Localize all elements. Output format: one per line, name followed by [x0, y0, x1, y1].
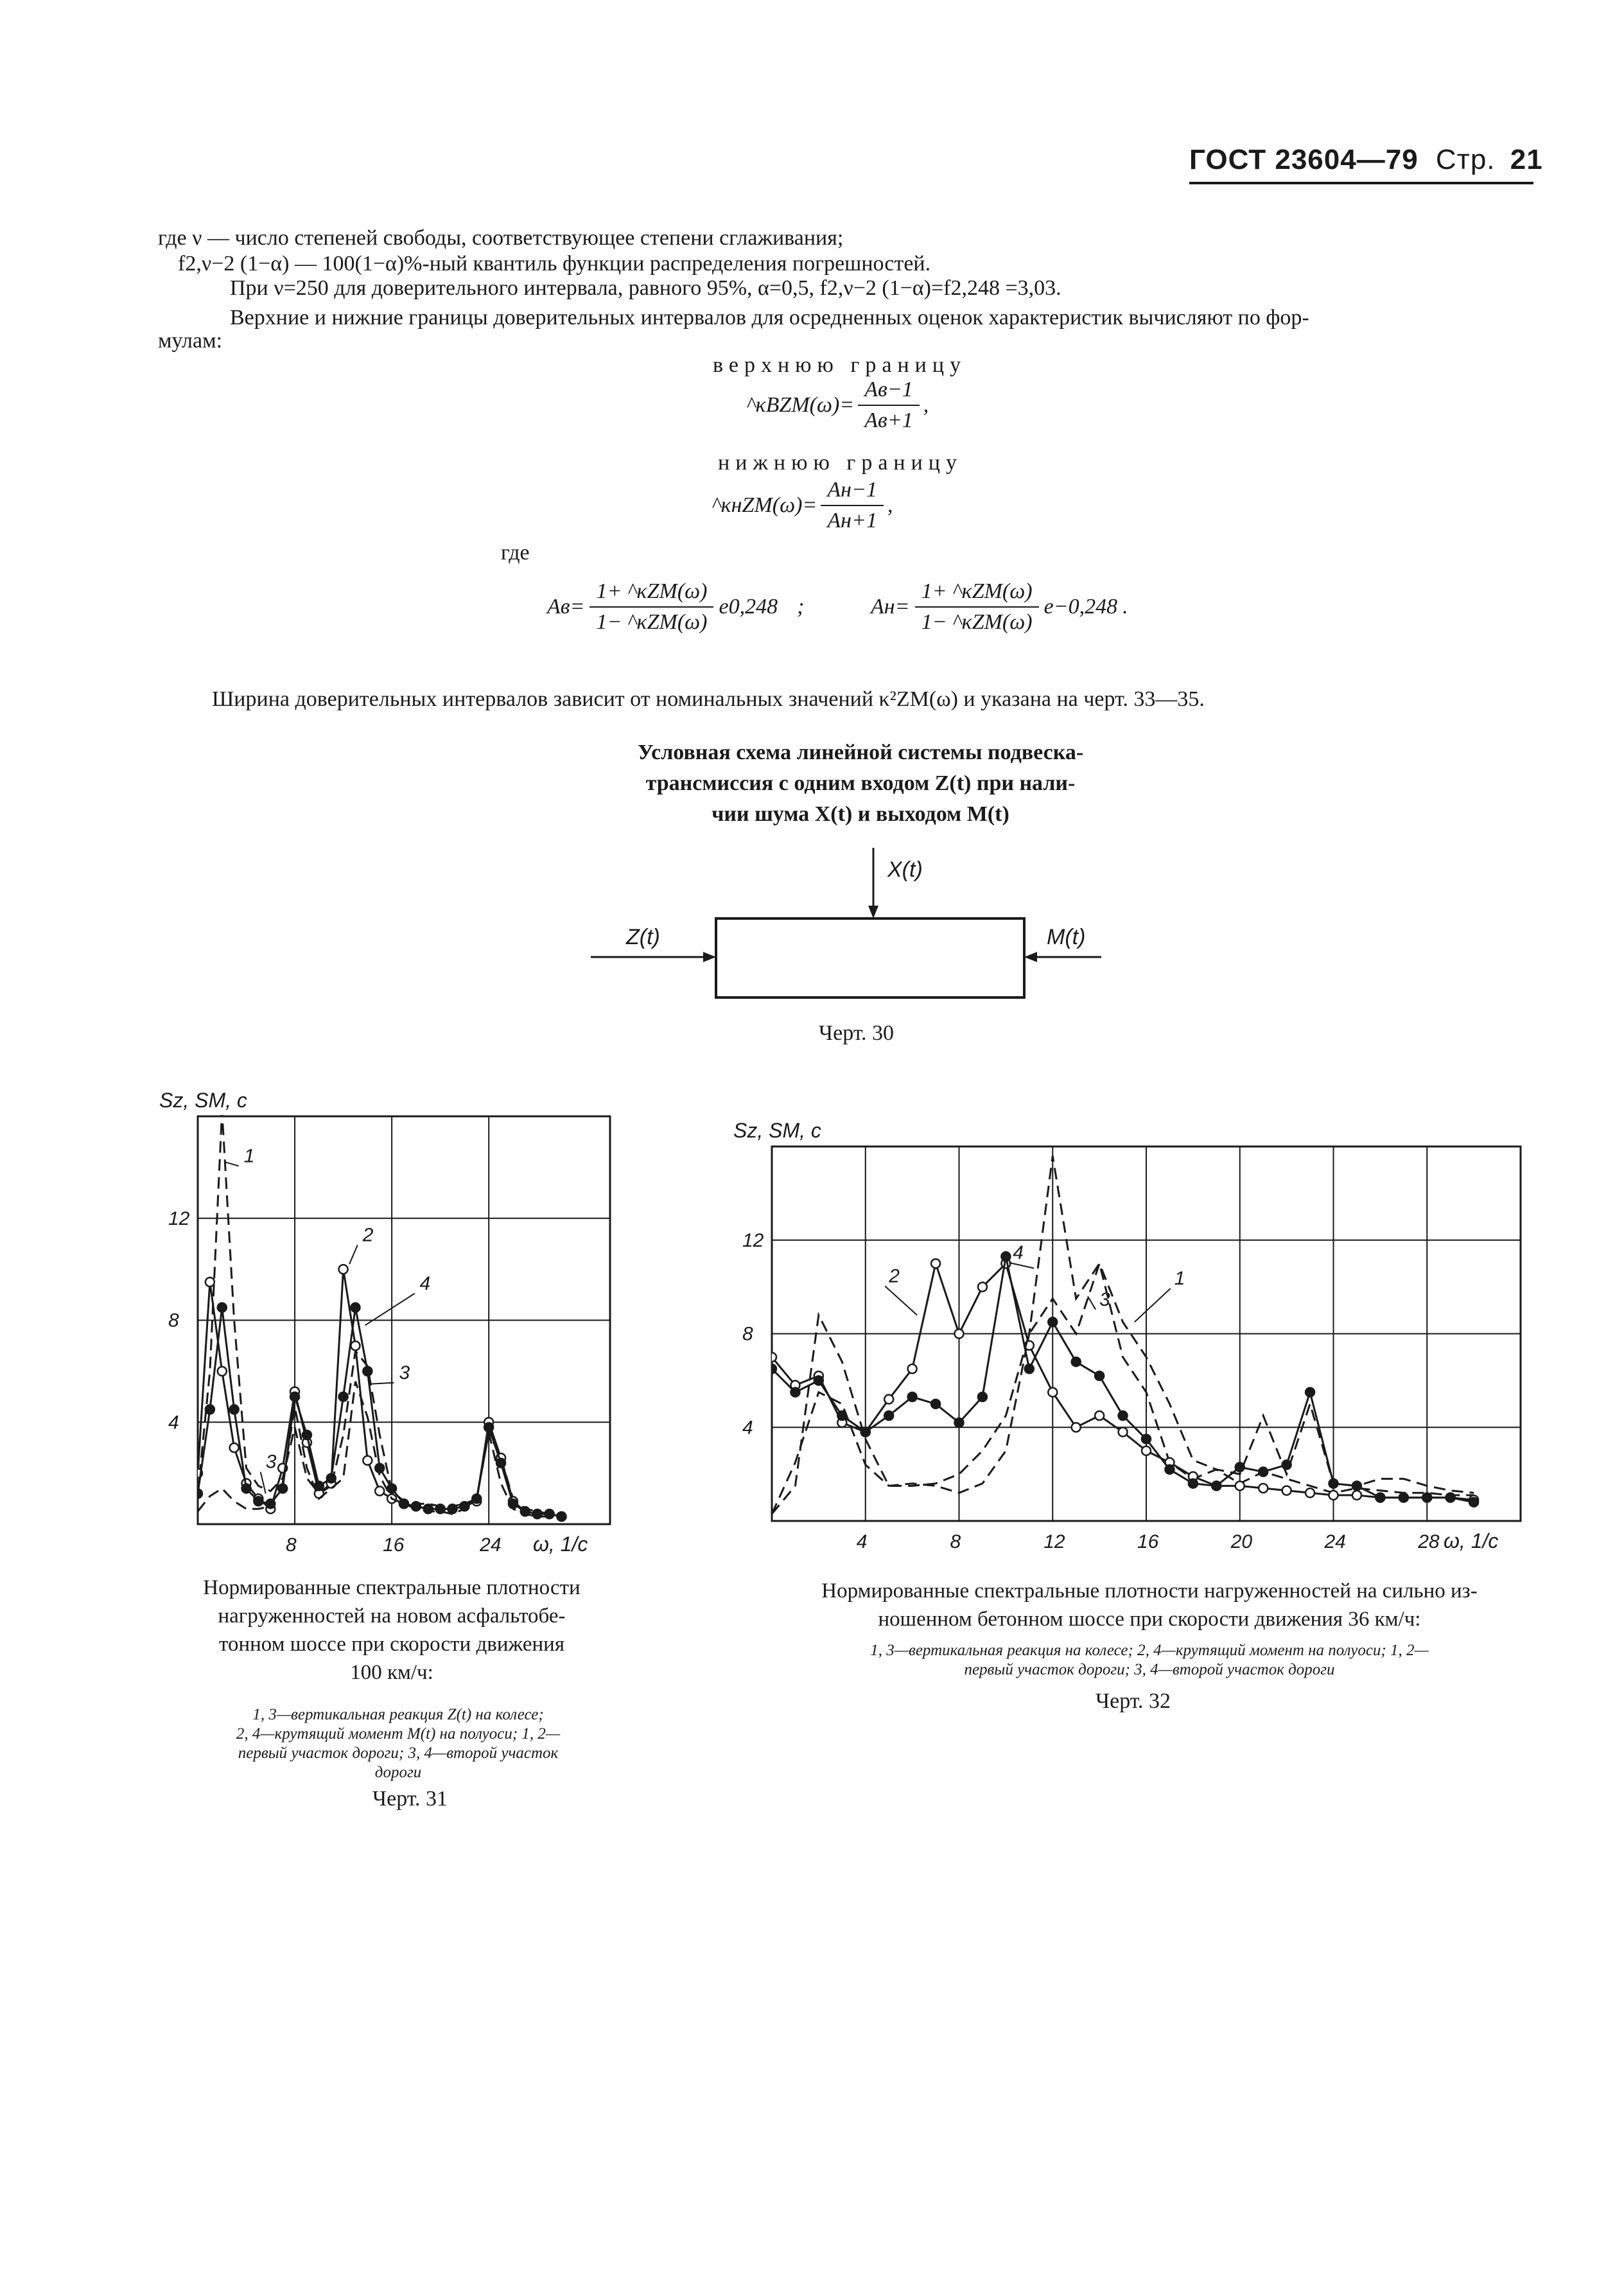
series-line-2 — [198, 1269, 561, 1516]
series-4-point — [339, 1392, 348, 1401]
series-4-point — [1352, 1481, 1361, 1490]
series-group — [767, 1156, 1478, 1514]
series-2-point — [1329, 1491, 1338, 1500]
x-tick-label: 16 — [1137, 1531, 1159, 1552]
chart-32 — [713, 1105, 1573, 1567]
x-tick-label: 12 — [1043, 1531, 1065, 1552]
page-label: Стр. — [1435, 144, 1496, 175]
x-tick-label: 8 — [950, 1531, 961, 1552]
para-numeric-values: При ν=250 для доверительного интервала, равного 95%, α=0,5, f2,ν−2 (1−α)=f2,248 =3,03. — [230, 276, 1061, 300]
scheme-title-line1: Условная схема линейной системы подвеска- — [637, 741, 1084, 764]
fig32-caption-line2: ношенном бетонном шоссе при скорости движения 36 км/ч: — [878, 1608, 1421, 1631]
header-rule — [1189, 182, 1533, 184]
series-4-point — [1329, 1479, 1338, 1488]
series-2-point — [339, 1265, 348, 1274]
input-arrowhead — [703, 952, 716, 962]
curve-label: 2 — [362, 1224, 374, 1246]
series-2-point — [1119, 1428, 1128, 1437]
series-4-point — [266, 1499, 275, 1508]
series-4-point — [1025, 1364, 1034, 1373]
x-tick-label: 16 — [383, 1534, 405, 1556]
lower-fraction — [821, 477, 884, 534]
series-2-point — [1282, 1486, 1291, 1495]
fig31-caption-line3: тонном шоссе при скорости движения — [218, 1633, 565, 1656]
series-4-point — [1235, 1462, 1244, 1471]
series-2-point — [230, 1443, 239, 1452]
series-4-point — [242, 1484, 251, 1493]
series-2-point — [1142, 1446, 1151, 1455]
lower-denominator: Aн+1 — [827, 509, 877, 532]
series-4-point — [861, 1428, 870, 1437]
curve-label: 3 — [1099, 1288, 1110, 1310]
fig31-legend — [154, 1705, 642, 1782]
series-4-point — [884, 1411, 893, 1420]
curve-label: 4 — [1013, 1242, 1024, 1263]
fig31-caption-line2: нагруженностей на новом асфальтобе- — [218, 1604, 566, 1628]
y-tick-label: 4 — [168, 1412, 179, 1434]
series-4-point — [1048, 1317, 1057, 1326]
curve-label: 3 — [399, 1362, 410, 1383]
series-line-1 — [198, 1111, 561, 1514]
para-nu-definition: где ν — число степеней свободы, соответствующее степени сглаживания; — [158, 226, 844, 250]
noise-arrowhead — [868, 906, 878, 918]
series-4-point — [1469, 1498, 1478, 1507]
series-line-1 — [772, 1156, 1474, 1514]
series-4-point — [412, 1502, 421, 1511]
series-2-point — [1235, 1481, 1244, 1490]
x-tick-label: 24 — [480, 1534, 502, 1556]
x-tick-label: 28 — [1418, 1531, 1440, 1552]
fig32-caption — [719, 1577, 1580, 1633]
fig32-label: Черт. 32 — [1096, 1689, 1171, 1713]
fig31-legend-line2: 2, 4—крутящий момент M(t) на полуоси; 1, 2— — [236, 1725, 561, 1743]
x-axis-label: ω, 1/c — [533, 1533, 588, 1556]
an-numerator: 1+ ^κZM(ω) — [915, 578, 1039, 608]
series-4-point — [557, 1512, 566, 1521]
series-4-point — [790, 1388, 799, 1397]
series-4-point — [1142, 1434, 1151, 1443]
series-4-point — [1446, 1493, 1455, 1502]
y-axis-label: Sz, SM, c — [733, 1119, 821, 1142]
fig31-caption-line1: Нормированные спектральные плотности — [203, 1576, 581, 1599]
series-4-point — [1212, 1481, 1221, 1490]
curve-label-leader — [1009, 1263, 1034, 1269]
series-4-point — [1259, 1467, 1268, 1476]
series-4-point — [908, 1392, 917, 1401]
series-4-point — [327, 1474, 336, 1483]
series-line-3 — [198, 1382, 561, 1519]
curve-label-leader — [885, 1286, 917, 1315]
series-4-point — [931, 1400, 940, 1409]
curve-label: 4 — [419, 1272, 431, 1294]
series-2-point — [205, 1278, 214, 1287]
y-tick-label: 4 — [742, 1417, 753, 1439]
fig32-legend — [719, 1641, 1580, 1680]
series-4-point — [509, 1499, 518, 1508]
where-label: где — [501, 541, 530, 565]
series-2-point — [218, 1367, 227, 1376]
series-4-point — [230, 1405, 239, 1414]
lower-lhs: ^κнZM(ω)= — [712, 493, 817, 517]
fig31-legend-line4: дороги — [374, 1764, 422, 1781]
an-exponent: e−0,248 — [1043, 595, 1118, 619]
series-4-point — [205, 1405, 214, 1414]
x-tick-label: 8 — [286, 1534, 297, 1556]
lower-bound-label: нижнюю границу — [718, 451, 963, 475]
curve-label: 3 — [265, 1451, 277, 1473]
scheme-title-line2: трансмиссия с одним входом Z(t) при нали- — [645, 771, 1076, 795]
fig31-label: Черт. 31 — [372, 1787, 448, 1811]
series-line-4 — [772, 1256, 1474, 1502]
series-4-point — [472, 1494, 481, 1503]
input-label: Z(t) — [626, 925, 660, 949]
av-fraction — [589, 578, 713, 636]
para-bounds-intro-cont: мулам: — [158, 329, 223, 353]
series-4-point — [1282, 1461, 1291, 1470]
y-tick-label: 12 — [742, 1229, 764, 1251]
series-4-point — [1305, 1388, 1314, 1397]
system-block — [716, 918, 1024, 997]
series-4-point — [315, 1481, 324, 1490]
output-label: M(t) — [1047, 925, 1086, 949]
series-4-point — [533, 1509, 542, 1518]
para-quantile-definition: f2,ν−2 (1−α) — 100(1−α)%-ный квантиль функции распределения погрешностей. — [178, 252, 931, 276]
fig32-legend-line1: 1, 3—вертикальная реакция на колесе; 2, 4—крутящий момент на полуоси; 1, 2— — [870, 1642, 1429, 1659]
y-tick-label: 12 — [168, 1208, 190, 1229]
scheme-title-line3: чии шума X(t) и выходом M(t) — [712, 802, 1009, 826]
series-2-point — [1305, 1488, 1314, 1497]
series-4-point — [1422, 1493, 1431, 1502]
x-tick-label: 24 — [1324, 1531, 1346, 1552]
series-4-point — [278, 1484, 287, 1493]
upper-numerator: Aв−1 — [858, 376, 919, 406]
series-4-point — [399, 1499, 408, 1508]
series-2-point — [1072, 1423, 1081, 1432]
series-4-point — [290, 1392, 299, 1401]
series-4-point — [218, 1303, 227, 1312]
fig31-legend-line1: 1, 3—вертикальная реакция Z(t) на колесе; — [252, 1706, 544, 1723]
series-4-point — [837, 1411, 846, 1420]
series-4-point — [1095, 1371, 1104, 1380]
upper-fraction — [858, 376, 919, 434]
y-tick-label: 8 — [742, 1323, 753, 1345]
av-lhs: Aв= — [547, 595, 585, 619]
curve-label-leader — [225, 1162, 238, 1166]
page-number: 21 — [1510, 144, 1543, 175]
curve-label: 1 — [243, 1145, 255, 1167]
series-4-point — [375, 1464, 384, 1473]
series-4-point — [363, 1367, 372, 1376]
series-4-point — [814, 1376, 823, 1385]
series-2-point — [375, 1486, 384, 1495]
chart-31 — [148, 1085, 636, 1567]
av-numerator: 1+ ^κZM(ω) — [589, 578, 713, 608]
series-2-point — [1048, 1388, 1057, 1397]
series-4-point — [1001, 1252, 1010, 1261]
y-axis-label: Sz, SM, c — [159, 1089, 247, 1112]
series-2-point — [363, 1456, 372, 1465]
series-4-point — [424, 1504, 433, 1513]
series-4-point — [496, 1459, 505, 1468]
an-lhs: Aн= — [871, 595, 910, 619]
series-4-point — [545, 1509, 554, 1518]
series-4-point — [1072, 1357, 1081, 1366]
series-2-point — [351, 1341, 360, 1350]
series-4-point — [521, 1507, 530, 1516]
fig31-legend-line3: первый участок дороги; 3, 4—второй участок — [238, 1744, 559, 1762]
an-formula: Aн= $\frac{\text{1+ \textasciicircum{}κZM(ω)}}{\text{1− \textasciicircum{}κZM(ω)}}$ e−0,248 . — [871, 578, 1128, 636]
scheme-title — [565, 737, 1156, 830]
av-exponent: e0,248 — [719, 595, 778, 619]
x-axis-label: ω, 1/c — [1444, 1529, 1499, 1552]
fig31-caption-line4: 100 км/ч: — [350, 1661, 433, 1684]
output-arrowhead — [1024, 952, 1037, 962]
upper-bound-formula: ^κBZM(ω)= $\frac{Aв-1}{Aв+1}$ , — [746, 376, 929, 434]
series-2-point — [978, 1283, 987, 1292]
series-4-point — [1189, 1479, 1198, 1488]
series-4-point — [955, 1418, 964, 1427]
upper-denominator: Aв+1 — [864, 408, 913, 432]
series-4-point — [436, 1504, 445, 1513]
upper-lhs: ^κBZM(ω)= — [746, 393, 855, 417]
noise-label: X(t) — [887, 857, 923, 882]
upper-bound-label: верхнюю границу — [713, 353, 967, 377]
curve-label: 2 — [889, 1265, 900, 1287]
series-4-point — [1399, 1493, 1408, 1502]
series-4-point — [1119, 1411, 1128, 1420]
curve-label: 1 — [1174, 1267, 1185, 1289]
series-2-point — [1259, 1484, 1268, 1493]
series-2-point — [1352, 1491, 1361, 1500]
series-2-point — [955, 1330, 964, 1339]
series-2-point — [931, 1259, 940, 1268]
lower-numerator: Aн−1 — [821, 477, 884, 506]
series-4-point — [302, 1430, 311, 1439]
series-line-4 — [198, 1308, 561, 1516]
series-4-point — [460, 1502, 469, 1511]
fig32-legend-line2: первый участок дороги; 3, 4—второй участок дороги — [964, 1661, 1335, 1678]
curve-label-leader — [349, 1245, 358, 1264]
running-header — [1189, 144, 1543, 176]
an-denominator: 1− ^κZM(ω) — [921, 610, 1033, 634]
series-4-point — [193, 1489, 202, 1498]
av-formula: Aв= $\frac{\text{1+ \textasciicircum{}κZM(ω)}}{\text{1− \textasciicircum{}κZM(ω)}}$ e0,248 ; — [547, 578, 804, 636]
curve-label-leader — [1088, 1296, 1096, 1310]
para-bounds-intro: Верхние и нижние границы доверительных интервалов для осредненных оценок характеристик вычисляют по фор- — [230, 306, 1309, 329]
series-2-point — [1095, 1411, 1104, 1420]
series-4-point — [351, 1303, 360, 1312]
curve-label-leader — [1135, 1288, 1171, 1322]
series-2-point — [908, 1364, 917, 1373]
system-block-diagram — [578, 841, 1130, 1021]
series-4-point — [484, 1423, 493, 1432]
curve-label-leader — [261, 1472, 266, 1494]
series-4-point — [254, 1497, 263, 1506]
x-tick-label: 20 — [1230, 1531, 1253, 1552]
series-4-point — [767, 1364, 776, 1373]
series-4-point — [448, 1504, 457, 1513]
curve-label-leader — [370, 1383, 394, 1384]
scheme-caption: Черт. 30 — [819, 1021, 895, 1045]
series-4-point — [387, 1484, 396, 1493]
para-width: Ширина доверительных интервалов зависит от номинальных значений κ²ZM(ω) и указана на черт. 33—35. — [212, 687, 1205, 711]
series-4-point — [1375, 1493, 1384, 1502]
y-tick-label: 8 — [168, 1310, 179, 1331]
an-fraction — [915, 578, 1039, 636]
series-2-point — [884, 1395, 893, 1404]
x-tick-label: 4 — [856, 1531, 868, 1552]
fig31-caption — [148, 1574, 636, 1687]
series-4-point — [1165, 1465, 1174, 1474]
lower-bound-formula: ^κнZM(ω)= $\frac{Aн-1}{Aн+1}$ , — [712, 477, 893, 534]
standard-number: ГОСТ 23604—79 — [1189, 144, 1419, 175]
av-denominator: 1− ^κZM(ω) — [596, 610, 708, 634]
fig32-caption-line1: Нормированные спектральные плотности нагруженностей на сильно из- — [821, 1579, 1478, 1603]
series-2-point — [767, 1353, 776, 1362]
series-4-point — [978, 1392, 987, 1401]
